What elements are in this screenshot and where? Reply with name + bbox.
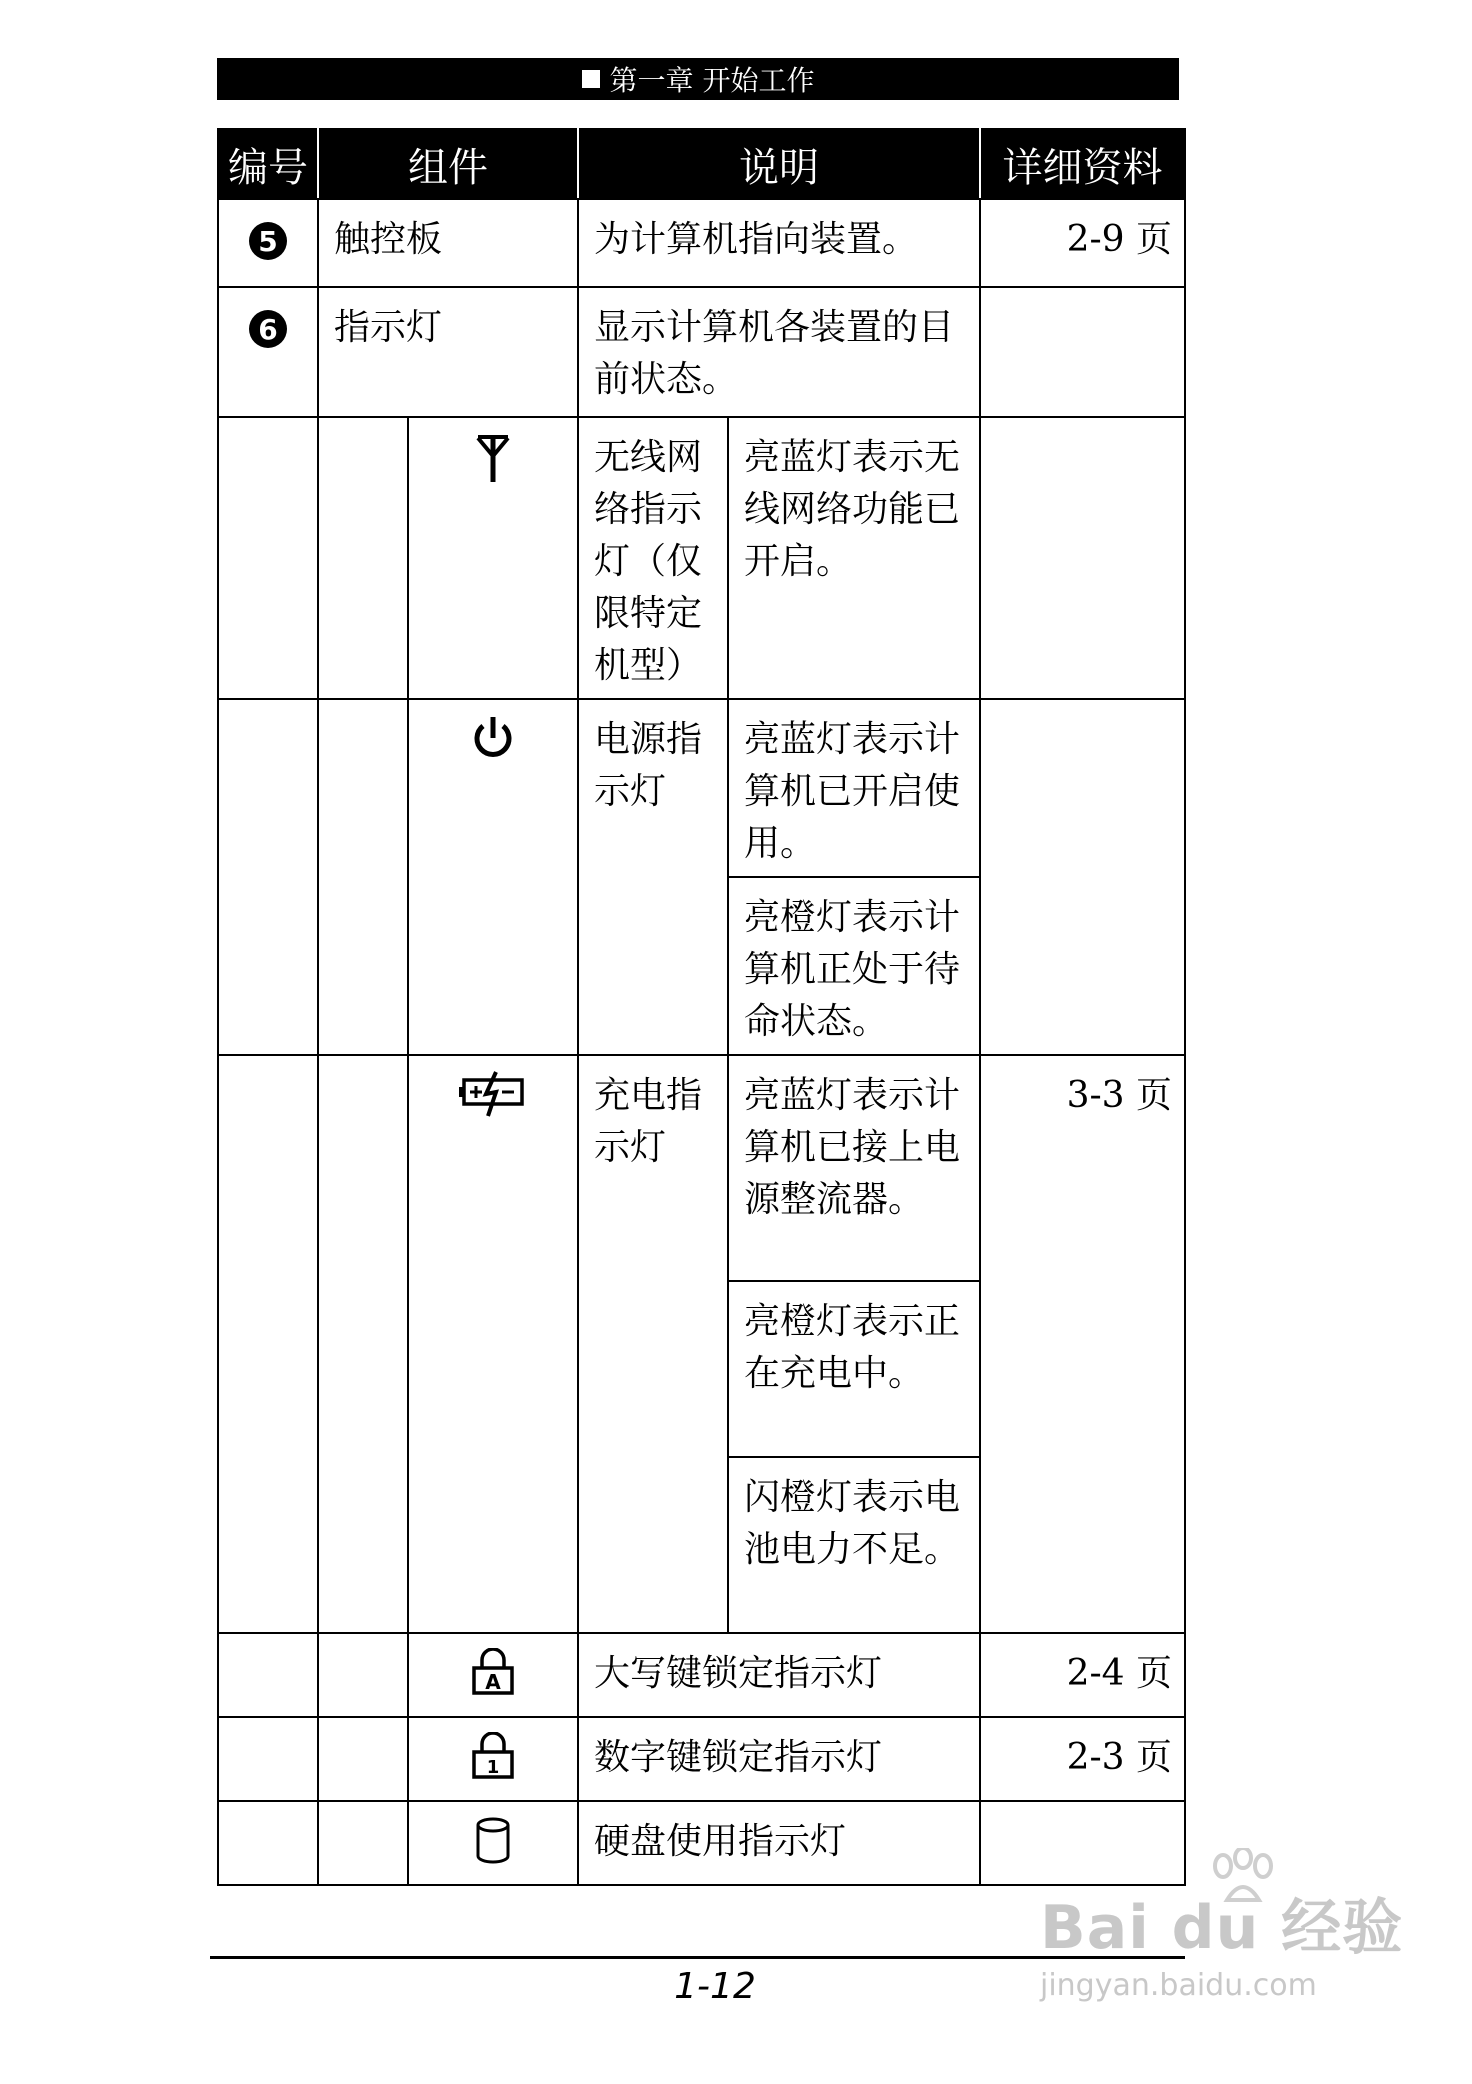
num-lock-icon [471,1732,515,1780]
indicator-name: 充电指示灯 [594,1075,703,1168]
reference-page [981,418,1184,438]
indicator-row-wireless [218,417,1185,699]
component-table [217,128,1186,1886]
indicator-state: 闪橙灯表示电池电力不足。 [744,1477,961,1570]
indicator-row-charge [218,1055,1185,1281]
col-header-reference: 详细资料 [980,129,1185,199]
indicator-state: 亮蓝灯表示无线网络功能已开启。 [744,437,961,582]
svg-text:A: A [485,1670,501,1694]
number-badge: 6 [249,310,287,348]
reference-page [981,288,1184,308]
indicator-name: 电源指示灯 [594,719,703,812]
svg-text:1: 1 [486,1757,500,1778]
component-name: 触控板 [334,219,443,260]
indicator-name: 硬盘使用指示灯 [594,1821,847,1862]
table-row [218,199,1185,287]
wireless-antenna-icon [475,432,511,484]
watermark-brand: Bai du 经验 [1040,1893,1404,1963]
indicator-row-num-lock [218,1717,1185,1801]
caps-lock-icon [471,1648,515,1696]
reference-page: 2-3 页 [1066,1737,1172,1778]
reference-page [981,700,1184,720]
col-header-component: 组件 [318,129,578,199]
number-badge: 5 [249,222,287,260]
indicator-row-caps-lock [218,1633,1185,1717]
battery-charge-icon [458,1070,528,1120]
indicator-row-hard-disk [218,1801,1185,1885]
indicator-state: 亮橙灯表示计算机正处于待命状态。 [744,897,961,1042]
paw-icon [1205,1848,1285,1908]
indicator-name: 无线网络指示灯（仅限特定机型） [594,437,703,686]
watermark-url: jingyan.baidu.com [1040,1968,1317,2003]
indicator-state: 亮蓝灯表示计算机已接上电源整流器。 [744,1075,961,1220]
table-row [218,287,1185,417]
reference-page: 2-9 页 [1066,219,1172,260]
component-description: 显示计算机各装置的目前状态。 [594,307,955,400]
table-header-row [218,129,1185,199]
component-description: 为计算机指向装置。 [594,219,919,260]
chapter-title: 第一章 开始工作 [609,64,815,97]
page-number: 1-12 [674,1966,756,2007]
square-bullet-icon [582,70,600,88]
footer-divider [210,1956,1185,1959]
col-header-number: 编号 [218,129,318,199]
power-icon [469,714,517,762]
indicator-name: 大写键锁定指示灯 [594,1653,883,1694]
indicator-state: 亮橙灯表示正在充电中。 [744,1301,961,1394]
baidu-watermark [1040,1880,1460,2030]
chapter-header-bar [217,58,1179,100]
hard-disk-icon [473,1816,513,1866]
reference-page: 3-3 页 [1066,1075,1172,1116]
component-name: 指示灯 [334,307,443,348]
reference-page: 2-4 页 [1066,1653,1172,1694]
indicator-row-power [218,699,1185,877]
indicator-state: 亮蓝灯表示计算机已开启使用。 [744,719,961,864]
col-header-description: 说明 [578,129,980,199]
indicator-name: 数字键锁定指示灯 [594,1737,883,1778]
reference-page [981,1802,1184,1822]
